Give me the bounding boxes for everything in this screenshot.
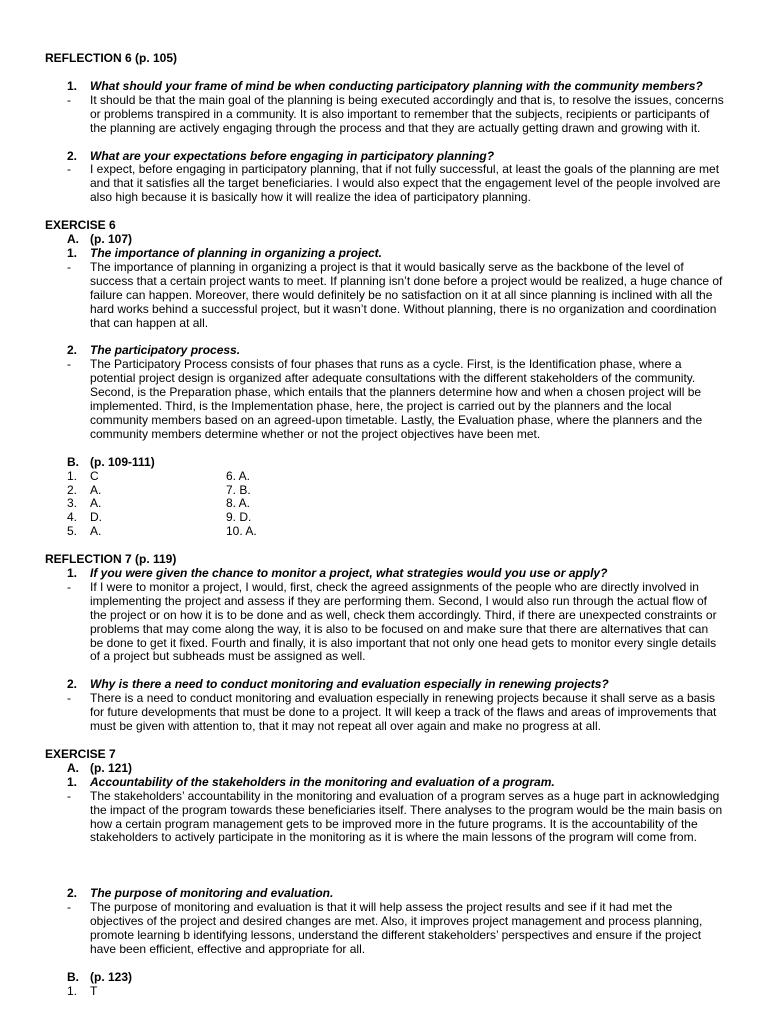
exercise7-part-a [0,762,768,776]
question-text: What are your expectations before engaging in participatory planning? [90,148,495,163]
answer-row [0,525,768,539]
answer-number: 2. [67,482,78,497]
question-text: The purpose of monitoring and evaluation. [90,886,334,901]
bullet-dash: - [67,162,71,177]
question-text: Accountability of the stakeholders in the monitoring and evaluation of a program. [90,774,555,789]
answer-value: A. [90,496,102,511]
exercise6-part-a [0,233,768,247]
exercise7-question-2 [0,887,768,901]
reflection6-question-2 [0,150,768,164]
answer-pair: 9. D. [226,510,252,525]
reflection7-question-1 [0,567,768,581]
bullet-dash: - [67,900,71,915]
reflection7-answer-2 [0,692,768,734]
question-text: If you were given the chance to monitor a project, what strategies would you use or apply? [90,566,608,581]
exercise6-part-b [0,456,768,470]
bullet-dash: - [67,691,71,706]
exercise7-answer-1 [0,790,768,846]
answer-text: The importance of planning in organizing a project is that it would basically serve as the backbone of the level of success that a certain project wants to meet. If planning isn’t done before a project would be realized, a huge chance of failure can happen. Moreover, there would definitely be no satisfaction on it at all since planning is inclined with all the hard works behind a successful project, but it wasn’t done. Without planning, there is no organization and coordination that can happen at all. [90,259,723,330]
exercise7-heading: EXERCISE 7 [45,746,116,761]
answer-number: 3. [67,496,78,511]
question-text: What should your frame of mind be when conducting participatory planning with the community members? [90,78,703,93]
question-text: The importance of planning in organizing a project. [90,245,383,260]
exercise7-answer-2 [0,901,768,957]
part-letter: A. [67,232,79,247]
exercise6-answer-1 [0,261,768,331]
question-text: Why is there a need to conduct monitoring and evaluation especially in renewing projects? [90,677,609,692]
answer-value: A. [90,482,102,497]
answer-pair: 7. B. [226,482,251,497]
part-letter: A. [67,760,79,775]
question-number: 1. [67,774,78,789]
question-number: 1. [67,78,78,93]
part-label: (p. 123) [90,969,133,984]
answer-text: The stakeholders’ accountability in the monitoring and evaluation of a program serves as a huge part in acknowledging the impact of the program towards these beneficiaries itself. There analyses to the program would be the main basis on how a certain program management gets to be improved more in the future programs. It is the accountability of the stakeholders to actively participate in the monitoring as it is where the main lessons of the program will come from. [90,788,723,845]
answer-value: D. [90,510,102,525]
question-number: 1. [67,566,78,581]
question-text: The participatory process. [90,343,241,358]
answer-number: 1. [67,983,78,998]
answer-number: 1. [67,468,78,483]
part-label: (p. 107) [90,232,133,247]
question-number: 2. [67,886,78,901]
document-page [0,52,768,999]
answer-pair: 8. A. [226,496,251,511]
answer-text: The Participatory Process consists of four phases that runs as a cycle. First, is the Identification phase, where a potential project design is organized after adequate consultations with the different stakeholders of the community. Second, is the Preparation phase, which entails that the planners determine how and when a chosen project will be implemented. Third, is the Implementation phase, here, the project is carried out by the planners and the local community members based on an agreed-upon timetable. Lastly, the Evaluation phase, where the planners and the community members determine whether or not the project objectives have been met. [90,357,703,441]
answer-pair: 6. A. [226,468,251,483]
question-number: 2. [67,677,78,692]
exercise6-answer-2 [0,358,768,441]
question-number: 2. [67,148,78,163]
part-letter: B. [67,454,79,469]
answer-row [0,484,768,498]
reflection7-answer-1 [0,581,768,664]
question-number: 1. [67,245,78,260]
answer-text: The purpose of monitoring and evaluation is that it will help assess the project results and see if it had met the objectives of the project and desired changes are met. Also, it improves project management and process planning, promote learning b identifying lessons, understand the different stakeholders’ perspectives and ensure if the project have been efficient, effective and appropriate for all. [90,900,703,956]
bullet-dash: - [67,92,71,107]
bullet-dash: - [67,579,71,594]
answer-row [0,511,768,525]
part-letter: B. [67,969,79,984]
reflection7-heading: REFLECTION 7 (p. 119) [45,552,177,567]
answer-value: A. [90,524,102,539]
reflection7-question-2 [0,678,768,692]
answer-text: If I were to monitor a project, I would, first, check the agreed assignments of the people who are directly involved in implementing the project and assess if they are performing them. Second, I would also run through the actual flow of the project or on how it is to be done and as well, check them accordingly. Third, if there are unexpected constraints or problems that may come along the way, it is also to be focused on and make sure that there are alternatives that can be done to get it fixed. Fourth and finally, it is also important that not only one head gets to monitor every single details of a project but subheads must be assigned as well. [90,579,717,664]
answer-text: It should be that the main goal of the planning is being executed accordingly and that is, to resolve the issues, concerns or problems transpired in a community. It is also important to remember that the subjects, recipients or participants of the planning are actively engaging through the process and that they are actually getting drawn and growing with it. [90,92,724,135]
reflection6-heading: REFLECTION 6 (p. 105) [45,51,178,65]
part-label: (p. 109-111) [90,454,155,469]
reflection6-question-1 [0,80,768,94]
bullet-dash: - [67,788,71,803]
exercise7-part-b [0,971,768,985]
answer-text: I expect, before engaging in participatory planning, that if not fully successful, at least the goals of the planning are met and that it satisfies all the target beneficiaries. I would also expect that the engagement level of the people involved are also high because it is basically how it will realize the idea of participatory planning. [90,162,721,205]
exercise7-question-1 [0,776,768,790]
reflection6-answer-2 [0,163,768,205]
bullet-dash: - [67,259,71,274]
reflection6-answer-1 [0,94,768,136]
answer-pair: 10. A. [226,524,257,539]
answer-number: 4. [67,510,78,525]
part-label: (p. 121) [90,760,133,775]
answer-value: C [90,468,99,483]
exercise6-question-1 [0,247,768,261]
bullet-dash: - [67,357,71,372]
answer-number: 5. [67,524,78,539]
answer-row [0,470,768,484]
answer-value: T [90,983,98,998]
answer-text: There is a need to conduct monitoring and evaluation especially in renewing projects because it shall serve as a basis for future developments that must be done to a project. It will keep a track of the flaws and areas of improvements that must be given with attention to, that it may not repeat all over again and make no progress at all. [90,691,717,734]
exercise6-heading: EXERCISE 6 [45,218,116,233]
exercise6-question-2 [0,344,768,358]
question-number: 2. [67,343,78,358]
answer-row [0,985,768,999]
answer-row [0,497,768,511]
